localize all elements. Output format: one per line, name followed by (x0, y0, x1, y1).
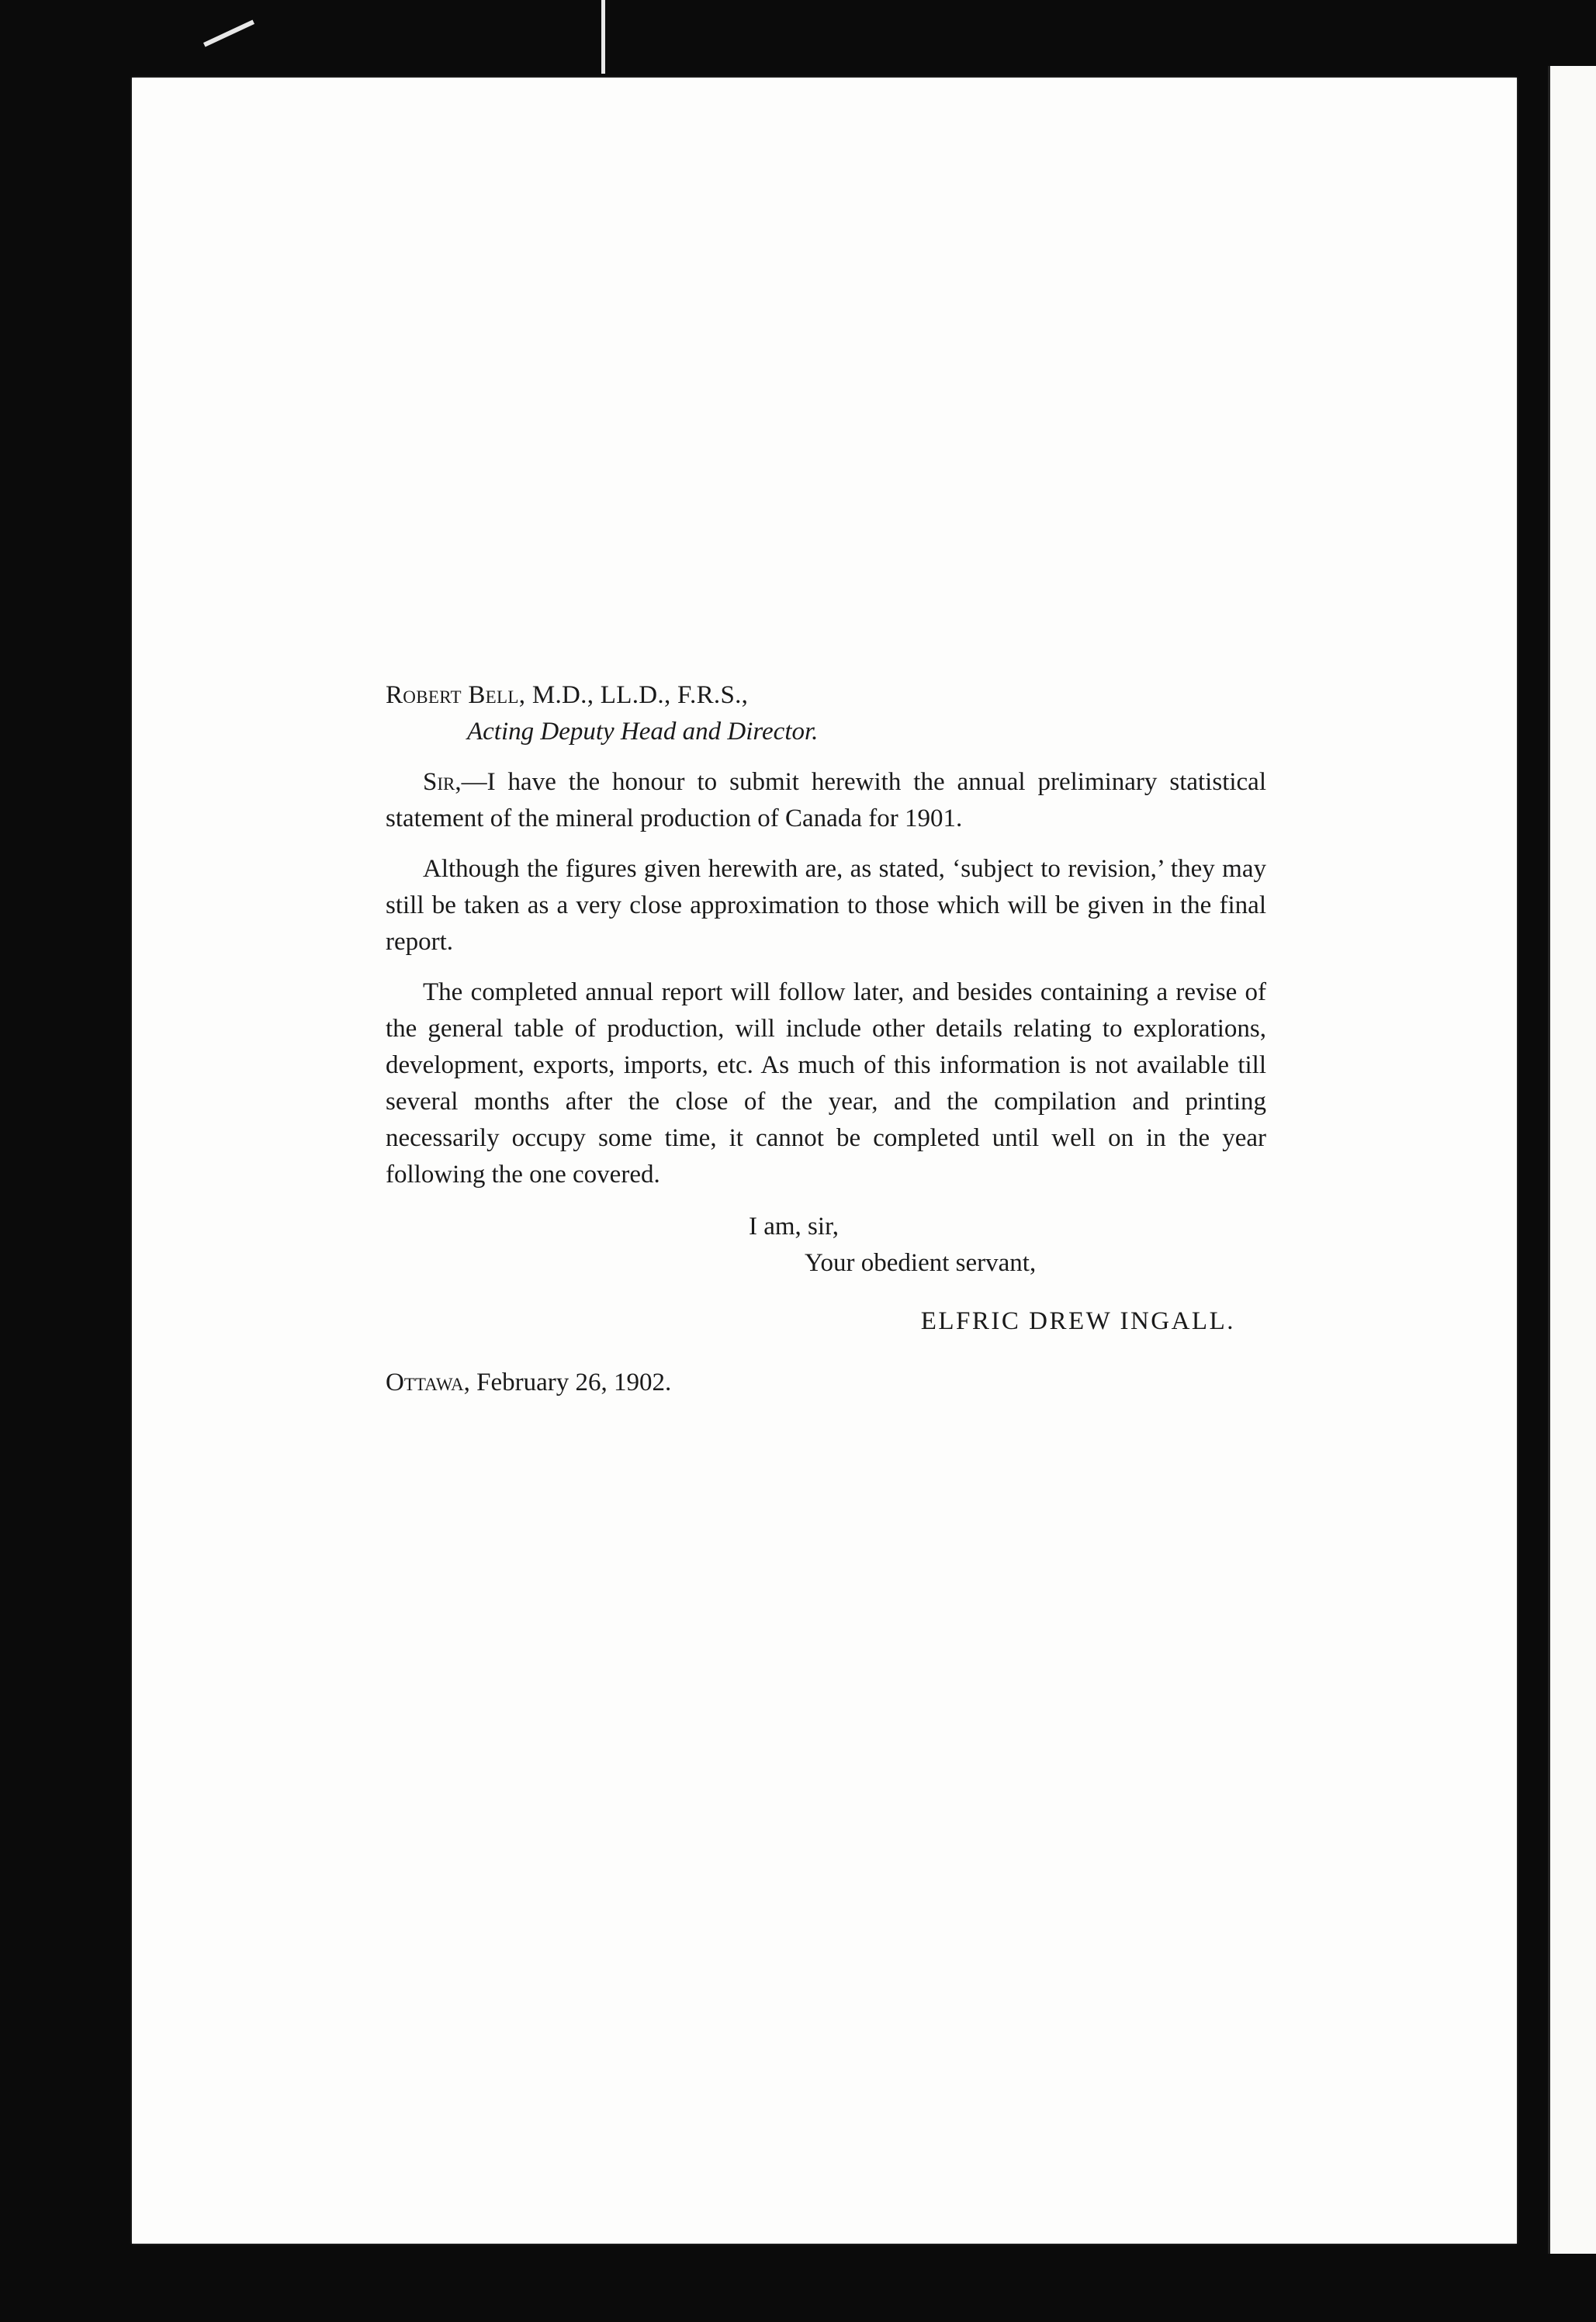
date: February 26, 1902. (476, 1369, 672, 1396)
dateline (386, 1365, 1266, 1401)
addressee-name: Robert Bell, M.D., LL.D., F.R.S., (386, 681, 749, 709)
paragraph-3: The completed annual report will follow later, and besides containing a revise of the general table of production, will include other details relating to explorations, development, exports, imports, etc. As much of this information is not available till several months after the close of the year, and the compilation and printing necessarily occupy some time, it cannot be completed until well on in the year following the one covered. (386, 978, 1266, 1189)
paragraph-2: Although the figures given herewith are, as stated, ‘subject to revision,’ they may still be taken as a very close approximation to those which will be given in the final report. (386, 855, 1266, 956)
closing-line-2: Your obedient servant, (805, 1249, 1037, 1277)
signature: ELFRIC DREW INGALL. (920, 1307, 1235, 1335)
salutation: Sir, (423, 768, 462, 796)
place: Ottawa, (386, 1369, 470, 1396)
closing-line-1: I am, sir, (749, 1213, 839, 1241)
adjacent-page-edge (1548, 66, 1596, 2254)
paragraph-1: Sir,—I have the honour to submit herewith the annual preliminary statistical statement of the mineral production of Canada for 1901. (386, 768, 1266, 832)
letter-body (386, 677, 1266, 1401)
scan-edge-mark (601, 0, 605, 74)
scan-edge-mark (203, 19, 254, 47)
addressee-title: Acting Deputy Head and Director. (467, 718, 819, 746)
